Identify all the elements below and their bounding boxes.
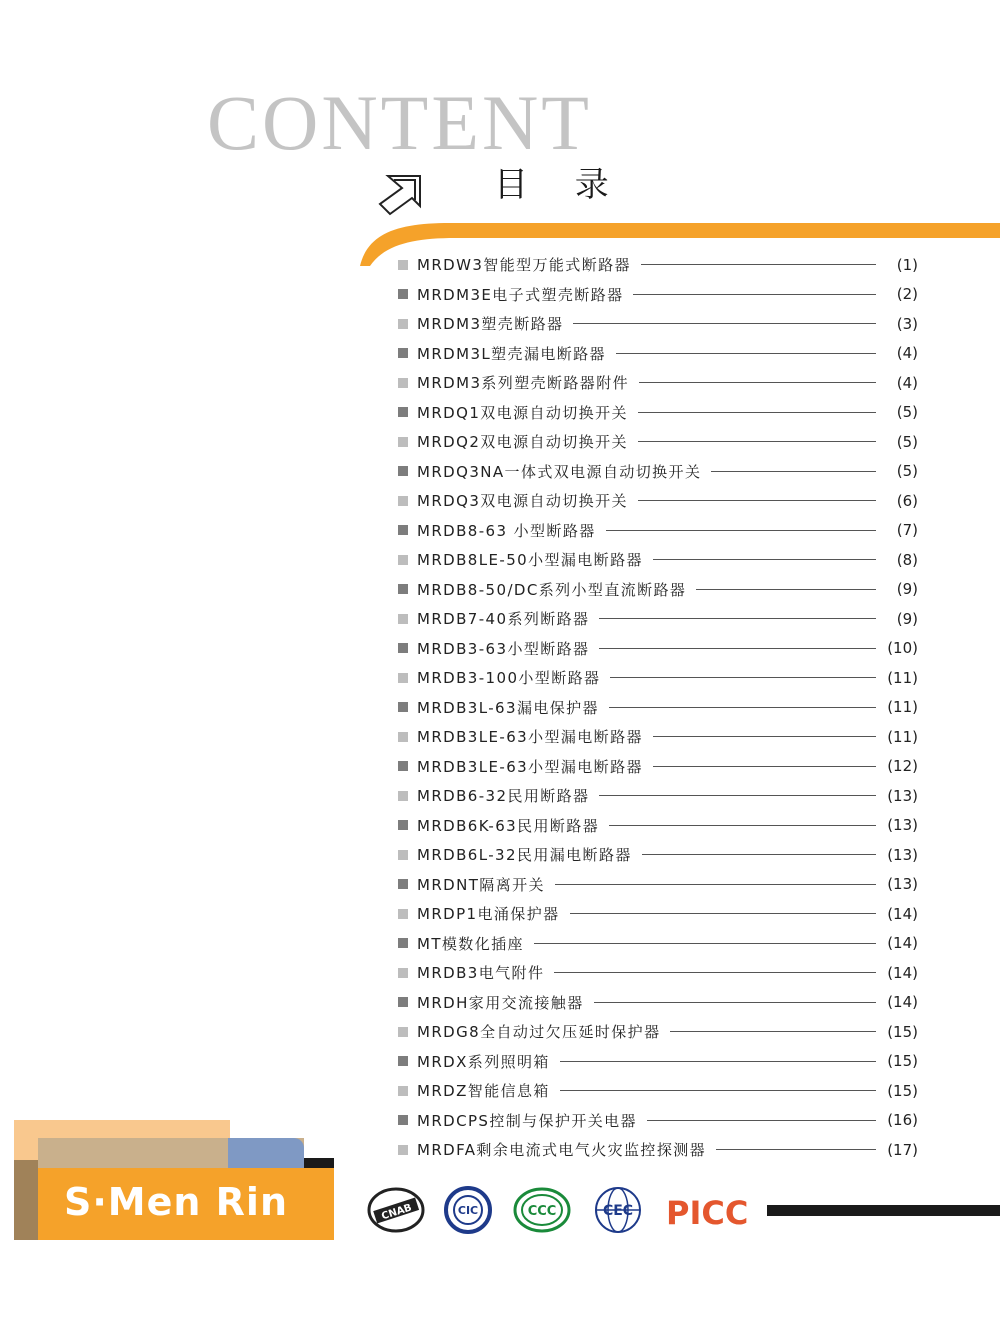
toc-row[interactable] [398, 398, 918, 428]
toc-leader-line [641, 264, 876, 265]
toc-title: MRDM3L塑壳漏电断路器 [417, 344, 606, 363]
toc-title: MRDB3LE-63小型漏电断路器 [417, 757, 643, 776]
toc-leader-line [534, 943, 876, 944]
bullet-square-icon [398, 260, 408, 270]
toc-page-number: (6) [896, 491, 918, 510]
toc-title: MRDNT隔离开关 [417, 875, 545, 894]
toc-row[interactable] [398, 457, 918, 487]
svg-text:CCC: CCC [527, 1204, 557, 1219]
toc-row[interactable] [398, 663, 918, 693]
toc-leader-line [616, 353, 876, 354]
toc-row[interactable] [398, 1106, 918, 1136]
toc-page-number: (4) [896, 344, 918, 363]
toc-row[interactable] [398, 309, 918, 339]
toc-leader-line [653, 559, 876, 560]
toc-title: MRDB6K-63民用断路器 [417, 816, 600, 835]
toc-leader-line [594, 1002, 876, 1003]
toc-leader-line [639, 382, 876, 383]
toc-page-number: (17) [887, 1140, 918, 1159]
toc-leader-line [606, 530, 876, 531]
toc-leader-line [560, 1090, 876, 1091]
toc-page-number: (15) [887, 1081, 918, 1100]
toc-leader-line [716, 1149, 876, 1150]
toc-row[interactable] [398, 781, 918, 811]
toc-row[interactable] [398, 722, 918, 752]
bullet-square-icon [398, 496, 408, 506]
toc-leader-line [653, 736, 876, 737]
toc-page-number: (9) [896, 609, 918, 628]
toc-page-number: (13) [887, 816, 918, 835]
bullet-square-icon [398, 407, 408, 417]
toc-row[interactable] [398, 1047, 918, 1077]
toc-page-number: (1) [896, 255, 918, 274]
toc-title: MRDP1电涌保护器 [417, 905, 560, 924]
toc-page-number: (3) [896, 314, 918, 333]
bullet-square-icon [398, 1145, 408, 1155]
toc-row[interactable] [398, 988, 918, 1018]
toc-title: MRDB8-50/DC系列小型直流断路器 [417, 580, 687, 599]
toc-title: MRDB3电气附件 [417, 964, 545, 983]
toc-page-number: (5) [896, 462, 918, 481]
toc-row[interactable] [398, 516, 918, 546]
toc-leader-line [610, 677, 876, 678]
toc-leader-line [599, 618, 876, 619]
toc-row[interactable] [398, 958, 918, 988]
toc-row[interactable] [398, 604, 918, 634]
toc-row[interactable] [398, 840, 918, 870]
toc-page-number: (13) [887, 786, 918, 805]
ccc-logo-icon [512, 1186, 572, 1234]
toc-page-number: (14) [887, 904, 918, 923]
toc-page-number: (10) [887, 639, 918, 658]
svg-text:CEC: CEC [602, 1203, 634, 1219]
cnab-logo-icon [366, 1186, 426, 1234]
bullet-square-icon [398, 584, 408, 594]
bullet-square-icon [398, 791, 408, 801]
toc-leader-line [599, 795, 876, 796]
toc-leader-line [638, 412, 876, 413]
toc-leader-line [642, 854, 876, 855]
toc-row[interactable] [398, 1076, 918, 1106]
toc-leader-line [609, 707, 876, 708]
toc-title: MRDB3-63小型断路器 [417, 639, 590, 658]
bullet-square-icon [398, 820, 408, 830]
toc-row[interactable] [398, 486, 918, 516]
toc-row[interactable] [398, 929, 918, 959]
toc-title: MRDFA剩余电流式电气火灾监控探测器 [417, 1141, 707, 1160]
bullet-square-icon [398, 1086, 408, 1096]
toc-page-number: (14) [887, 934, 918, 953]
toc-title: MRDH家用交流接触器 [417, 993, 584, 1012]
svg-text:CNAB: CNAB [380, 1202, 414, 1223]
toc-page-number: (16) [887, 1111, 918, 1130]
toc-row[interactable] [398, 634, 918, 664]
bullet-square-icon [398, 761, 408, 771]
bullet-square-icon [398, 525, 408, 535]
toc-title: MRDM3E电子式塑壳断路器 [417, 285, 624, 304]
cec-logo-icon [588, 1186, 648, 1234]
bullet-square-icon [398, 378, 408, 388]
bullet-square-icon [398, 1115, 408, 1125]
toc-page-number: (7) [896, 521, 918, 540]
toc-page-number: (15) [887, 1022, 918, 1041]
toc-leader-line [638, 500, 876, 501]
bottom-divider-bar [767, 1205, 1000, 1216]
toc-row[interactable] [398, 250, 918, 280]
toc-title: MRDB8LE-50小型漏电断路器 [417, 551, 643, 570]
toc-title: MRDB6L-32民用漏电断路器 [417, 846, 632, 865]
toc-page-number: (2) [896, 285, 918, 304]
bullet-square-icon [398, 614, 408, 624]
toc-title: MRDQ1双电源自动切换开关 [417, 403, 628, 422]
bullet-square-icon [398, 997, 408, 1007]
bullet-square-icon [398, 702, 408, 712]
bullet-square-icon [398, 289, 408, 299]
toc-leader-line [711, 471, 876, 472]
toc-page-number: (5) [896, 432, 918, 451]
toc-page-number: (14) [887, 963, 918, 982]
toc-row[interactable] [398, 280, 918, 310]
toc-page-number: (15) [887, 1052, 918, 1071]
toc-title: MRDB3LE-63小型漏电断路器 [417, 728, 643, 747]
toc-title: MRDCPS控制与保护开关电器 [417, 1111, 637, 1130]
toc-page-number: (11) [887, 668, 918, 687]
toc-title: MRDQ2双电源自动切换开关 [417, 433, 628, 452]
bullet-square-icon [398, 968, 408, 978]
toc-page-number: (12) [887, 757, 918, 776]
toc-leader-line [633, 294, 876, 295]
toc-page-number: (14) [887, 993, 918, 1012]
toc-leader-line [638, 441, 876, 442]
svg-text:CIC: CIC [457, 1204, 479, 1217]
brand-name: S·Men Rin [64, 1180, 289, 1224]
toc-page-number: (13) [887, 845, 918, 864]
toc-row[interactable] [398, 368, 918, 398]
bullet-square-icon [398, 348, 408, 358]
toc-title: MRDZ智能信息箱 [417, 1082, 550, 1101]
toc-row[interactable] [398, 575, 918, 605]
toc-title: MRDB6-32民用断路器 [417, 787, 590, 806]
toc-page-number: (4) [896, 373, 918, 392]
toc-row[interactable] [398, 427, 918, 457]
bullet-square-icon [398, 732, 408, 742]
arrow-up-right-icon [374, 166, 430, 216]
toc-leader-line [653, 766, 876, 767]
toc-row[interactable] [398, 339, 918, 369]
cic-logo-icon [442, 1186, 494, 1234]
toc-title: MRDQ3NA一体式双电源自动切换开关 [417, 462, 702, 481]
toc-title: MRDB3-100小型断路器 [417, 669, 601, 688]
bullet-square-icon [398, 643, 408, 653]
toc-title: MRDQ3双电源自动切换开关 [417, 492, 628, 511]
toc-row[interactable] [398, 752, 918, 782]
toc-title: MT模数化插座 [417, 934, 524, 953]
toc-leader-line [670, 1031, 876, 1032]
toc-leader-line [573, 323, 876, 324]
bullet-square-icon [398, 466, 408, 476]
toc-leader-line [599, 648, 876, 649]
toc-row[interactable] [398, 811, 918, 841]
bullet-square-icon [398, 938, 408, 948]
svg-text:PICC: PICC [666, 1194, 748, 1232]
toc-title: MRDB8-63 小型断路器 [417, 521, 596, 540]
toc-row[interactable] [398, 545, 918, 575]
toc-leader-line [609, 825, 876, 826]
bullet-square-icon [398, 319, 408, 329]
toc-title: MRDW3智能型万能式断路器 [417, 256, 631, 275]
toc-leader-line [555, 884, 876, 885]
toc-title: MRDX系列照明箱 [417, 1052, 550, 1071]
toc-row[interactable] [398, 1017, 918, 1047]
toc-page-number: (11) [887, 698, 918, 717]
toc-row[interactable] [398, 870, 918, 900]
toc-leader-line [554, 972, 876, 973]
bullet-square-icon [398, 909, 408, 919]
toc-title: MRDB3L-63漏电保护器 [417, 698, 599, 717]
toc-title: MRDG8全自动过欠压延时保护器 [417, 1023, 661, 1042]
toc-leader-line [570, 913, 876, 914]
toc-title: MRDB7-40系列断路器 [417, 610, 590, 629]
toc-leader-line [560, 1061, 876, 1062]
bullet-square-icon [398, 437, 408, 447]
bullet-square-icon [398, 1056, 408, 1066]
toc-leader-line [696, 589, 876, 590]
toc-title: MRDM3系列塑壳断路器附件 [417, 374, 630, 393]
toc-page-number: (9) [896, 580, 918, 599]
toc-row[interactable] [398, 899, 918, 929]
bullet-square-icon [398, 1027, 408, 1037]
toc-page-number: (13) [887, 875, 918, 894]
bullet-square-icon [398, 673, 408, 683]
toc-page-number: (5) [896, 403, 918, 422]
picc-logo-icon [664, 1186, 748, 1234]
table-of-contents [398, 250, 918, 1165]
toc-row[interactable] [398, 693, 918, 723]
content-heading-cn: 目 录 [494, 165, 627, 205]
toc-row[interactable] [398, 1135, 918, 1165]
toc-title: MRDM3塑壳断路器 [417, 315, 564, 334]
toc-leader-line [647, 1120, 876, 1121]
toc-page-number: (11) [887, 727, 918, 746]
content-heading-en: CONTENT [207, 79, 592, 166]
toc-page-number: (8) [896, 550, 918, 569]
bullet-square-icon [398, 555, 408, 565]
bullet-square-icon [398, 850, 408, 860]
bullet-square-icon [398, 879, 408, 889]
